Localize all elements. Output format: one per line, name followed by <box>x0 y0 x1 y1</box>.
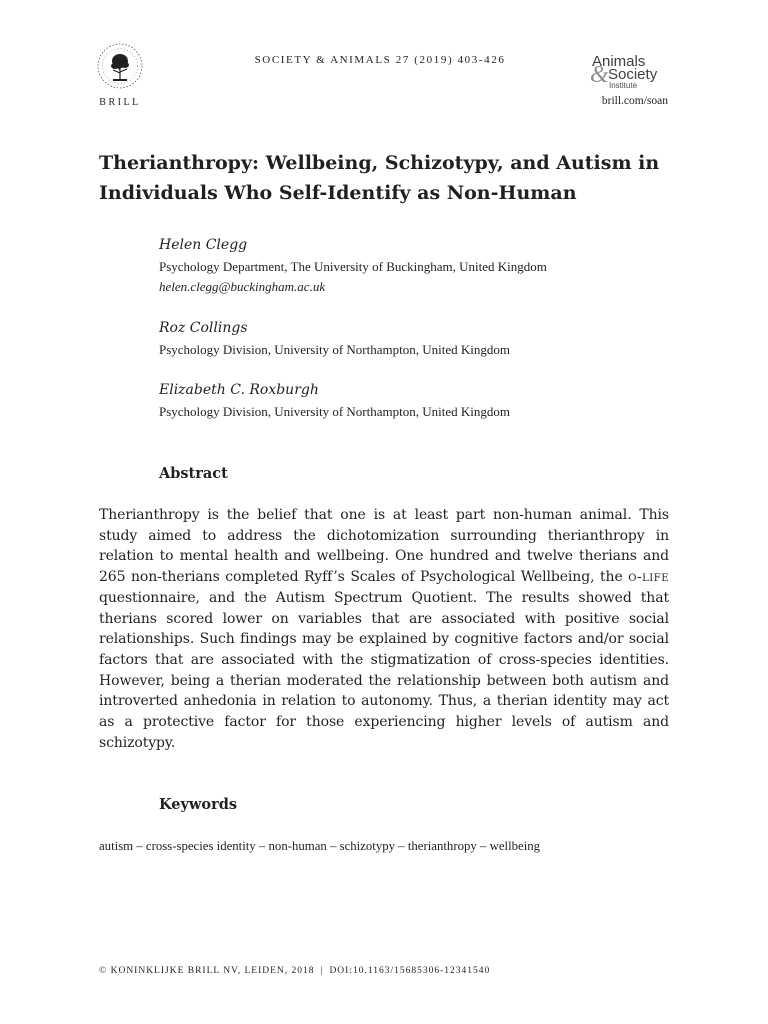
animals-society-institute-logo <box>590 53 674 91</box>
author-affiliation: Psychology Division, University of Northampton, United Kingdom <box>159 342 510 357</box>
footer-separator: | <box>320 966 324 976</box>
doi-link[interactable]: DOI:10.1163/15685306-12341540 <box>329 966 491 976</box>
logo-word-animals: Animals <box>592 53 646 70</box>
journal-website-link[interactable]: brill.com/soan <box>601 95 668 107</box>
keywords-heading: Keywords <box>159 796 238 813</box>
abstract-text <box>99 505 669 753</box>
logo-word-society: Society <box>608 66 658 83</box>
author-affiliation: Psychology Division, University of Northampton, United Kingdom <box>159 404 510 419</box>
journal-citation: SOCIETY & ANIMALS 27 (2019) 403-426 <box>254 54 506 66</box>
author-name: Roz Collings <box>159 320 248 336</box>
keywords-list: autism – cross-species identity – non-human – schizotypy – therianthropy – wellbeing <box>99 839 541 853</box>
abstract-text-part: Therianthropy is the belief that one is at least part non-human animal. This study aimed to address the dichotomization surrounding therianthropy in relation to mental health and wellbeing. One hundred and twelve therians and 265 non-therians completed Ryff’s Scales of Psychological Wellbeing, the <box>99 507 669 586</box>
questionnaire-name: o-life <box>628 569 669 586</box>
brill-tree-seal-icon <box>96 42 144 94</box>
logo-ampersand: & <box>590 62 609 88</box>
publisher-name: BRILL <box>99 97 141 108</box>
article-title: Therianthropy: Wellbeing, Schizotypy, and Autism in Individuals Who Self-Identify as Non-Human <box>99 152 660 204</box>
page-footer <box>99 966 699 976</box>
author-name: Elizabeth C. Roxburgh <box>159 382 319 398</box>
logo-word-institute: Institute <box>609 81 638 90</box>
abstract-text-part: questionnaire, and the Autism Spectrum Quotient. The results showed that therians scored lower on variables that are associated with positive social relationships. Such findings may be explained by cognitive factors and/​or social factors that are associated with the stigmatization of cross-species identities. However, being a therian moderated the relationship between both autism and introverted anhedonia in relation to autonomy. Thus, a therian identity may act as a protective factor for those experiencing higher levels of autism and schizotypy. <box>99 589 669 751</box>
author-affiliation: Psychology Department, The University of Buckingham, United Kingdom <box>159 259 547 274</box>
author-name: Helen Clegg <box>159 237 248 253</box>
copyright-notice: © KONINKLIJKE BRILL NV, LEIDEN, 2018 <box>99 966 315 976</box>
author-email-link[interactable]: helen.clegg@buckingham.ac.uk <box>159 279 326 294</box>
abstract-heading: Abstract <box>159 465 228 482</box>
